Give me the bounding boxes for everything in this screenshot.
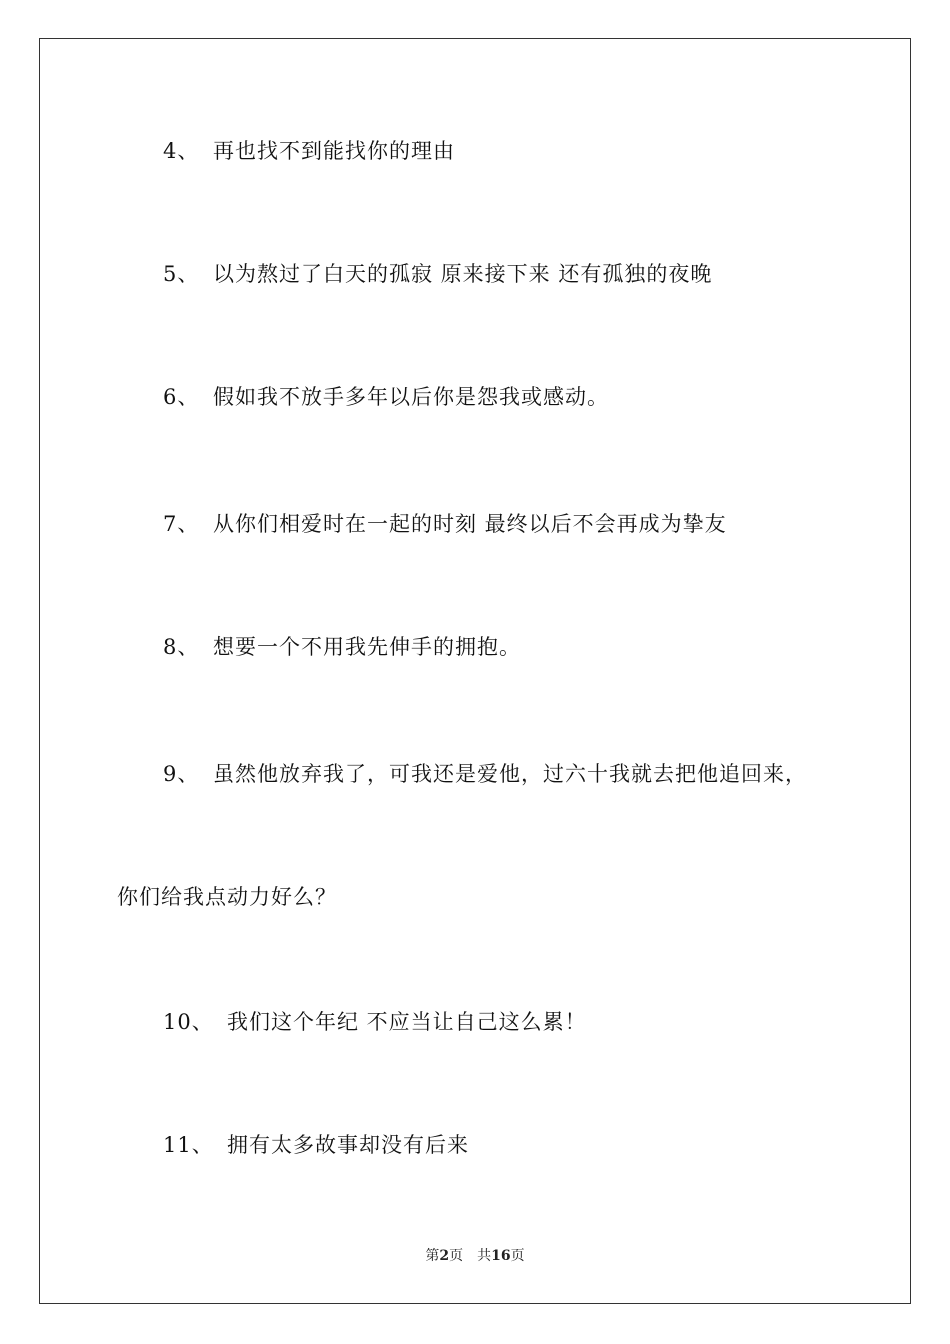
item-text: 虽然他放弃我了，可我还是爱他，过六十我就去把他追回来， <box>213 762 807 786</box>
page-suffix: 页 <box>449 1248 464 1264</box>
total-suffix: 页 <box>510 1248 525 1264</box>
list-item <box>163 634 521 660</box>
list-item <box>163 1132 469 1158</box>
page-prefix: 第 <box>425 1248 440 1264</box>
list-item-continuation: 你们给我点动力好么？ <box>117 885 337 909</box>
item-text: 拥有太多故事却没有后来 <box>227 1133 469 1157</box>
item-number: 8、 <box>163 635 200 659</box>
list-item <box>163 761 807 787</box>
list-item <box>163 138 455 164</box>
list-item <box>163 261 712 287</box>
list-item <box>163 1009 587 1035</box>
item-number: 4、 <box>163 139 200 163</box>
item-text: 以为熬过了白天的孤寂 原来接下来 还有孤独的夜晚 <box>213 262 713 286</box>
item-number: 11、 <box>163 1133 214 1157</box>
item-number: 7、 <box>163 512 200 536</box>
item-text: 假如我不放手多年以后你是怨我或感动。 <box>213 385 609 409</box>
item-text: 从你们相爱时在一起的时刻 最终以后不会再成为挚友 <box>213 512 727 536</box>
item-number: 6、 <box>163 385 200 409</box>
item-text: 想要一个不用我先伸手的拥抱。 <box>213 635 521 659</box>
item-number: 9、 <box>163 762 200 786</box>
list-item <box>163 384 609 410</box>
page-frame <box>39 38 911 1304</box>
list-item <box>163 511 727 537</box>
page-current: 2 <box>439 1248 450 1264</box>
item-text: 我们这个年纪 不应当让自己这么累！ <box>227 1010 587 1034</box>
item-text: 再也找不到能找你的理由 <box>213 139 455 163</box>
total-prefix: 共 <box>477 1248 492 1264</box>
page-total: 16 <box>491 1248 511 1264</box>
page-footer <box>0 1247 950 1265</box>
item-number: 10、 <box>163 1010 214 1034</box>
item-number: 5、 <box>163 262 200 286</box>
